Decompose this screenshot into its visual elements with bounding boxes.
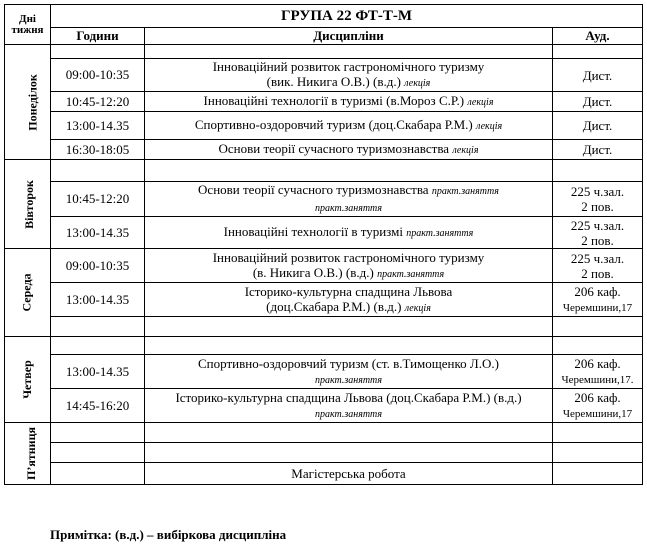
footnote: Примітка: (в.д.) – вибіркова дисципліна — [50, 527, 287, 542]
group-title: ГРУПА 22 ФТ-Т-М — [51, 5, 643, 28]
time-column-header: Години — [51, 28, 145, 45]
table-row: 13:00-14.35 Спортивно-оздоровчий туризм (ст. в.Тимощенко Л.О.) практ.заняття 206 каф. Черемшини,17. — [5, 355, 643, 389]
day-wednesday: Середа — [5, 249, 51, 337]
schedule-table — [4, 4, 643, 485]
table-row: 13:00-14.35 Спортивно-оздоровчий туризм (доц.Скабара Р.М.) лекція Дист. — [5, 112, 643, 140]
days-header: Дні тижня — [5, 5, 51, 45]
room-column-header: Ауд. — [553, 28, 643, 45]
day-tuesday: Вівторок — [5, 160, 51, 249]
table-row: 14:45-16:20 Історико-культурна спадщина Львова (доц.Скабара Р.М.) (в.д.) практ.заняття 206 каф. Черемшини,17 — [5, 389, 643, 423]
day-monday: Понеділок — [5, 45, 51, 160]
table-row: 10:45-12:20 Основи теорії сучасного туризмознавства практ.заняття практ.заняття 225 ч.зал. 2 пов. — [5, 182, 643, 217]
table-row: 13:00-14.35 Історико-культурна спадщина Львова (доц.Скабара Р.М.) (в.д.) лекція 206 каф. Черемшини,17 — [5, 283, 643, 317]
table-row: 10:45-12:20 Інноваційні технології в туризмі (в.Мороз С.Р.) лекція Дист. — [5, 92, 643, 112]
table-row: Середа 09:00-10:35 Інноваційний розвиток гастрономічного туризму (в. Никига О.В.) (в.д.) практ.заняття 225 ч.зал. 2 пов. — [5, 249, 643, 283]
table-row: 16:30-18:05 Основи теорії сучасного туризмознавства лекція Дист. — [5, 140, 643, 160]
table-row: Магістерська робота — [5, 463, 643, 485]
table-row: 13:00-14.35 Інноваційні технології в туризмі практ.заняття 225 ч.зал. 2 пов. — [5, 217, 643, 249]
day-thursday: Четвер — [5, 337, 51, 423]
day-friday: П’ятниця — [5, 423, 51, 485]
table-row: 09:00-10:35 Інноваційний розвиток гастрономічного туризму (вик. Никига О.В.) (в.д.) лекція Дист. — [5, 59, 643, 92]
subject-column-header: Дисципліни — [145, 28, 553, 45]
